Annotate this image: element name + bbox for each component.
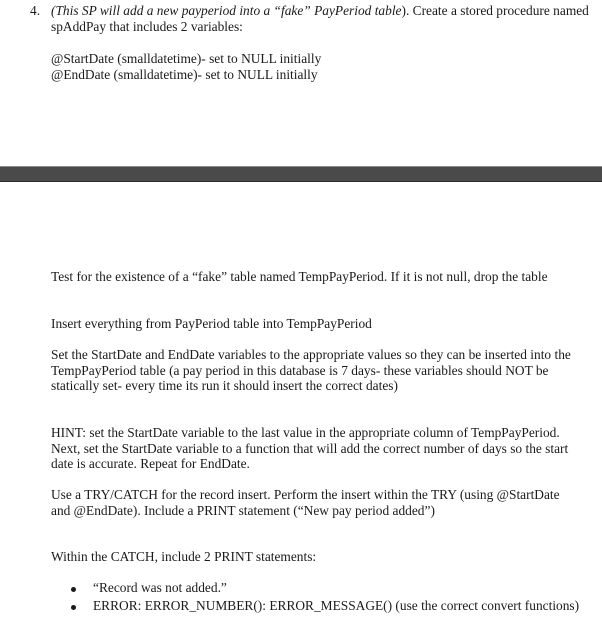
question-intro (51, 3, 591, 34)
catch-print-list (51, 580, 581, 615)
question-intro-rest: ). Create a stored procedure named spAddPay that includes 2 variables: (51, 3, 589, 34)
variable-enddate: @EndDate (smalldatetime)- set to NULL initially (51, 67, 318, 82)
bullet-icon (51, 598, 93, 614)
step-set-variables: Set the StartDate and EndDate variables to the appropriate values so they can be inserted into the TempPayPeriod table (a pay period in this database is 7 days- these variables should NOT be statically set- every time its run it should insert the correct dates) (51, 347, 571, 394)
question-intro-italic: (This SP will add a new payperiod into a “fake” PayPeriod table (51, 3, 402, 18)
list-item (51, 598, 581, 614)
step-hint: HINT: set the StartDate variable to the last value in the appropriate column of TempPayPeriod. Next, set the StartDate variable to a function that will add the correct number of days so the start date is accurate. Repeat for EndDate. (51, 425, 569, 472)
step-catch-prints: Within the CATCH, include 2 PRINT statements: (51, 549, 317, 564)
page-divider (0, 166, 602, 182)
step-insert: Insert everything from PayPeriod table into TempPayPeriod (51, 316, 372, 331)
question-number: 4. (30, 3, 41, 18)
list-item (51, 580, 581, 596)
step-try-catch: Use a TRY/CATCH for the record insert. Perform the insert within the TRY (using @StartDate and @EndDate). Include a PRINT statement (“New pay period added”) (51, 487, 560, 518)
bullet-text: ERROR: ERROR_NUMBER(): ERROR_MESSAGE() (use the correct convert functions) (93, 597, 580, 613)
bullet-icon (51, 580, 93, 596)
step-drop-table: Test for the existence of a “fake” table named TempPayPeriod. If it is not null, drop the table (51, 269, 548, 284)
bullet-text: “Record was not added.” (93, 580, 227, 595)
variable-startdate: @StartDate (smalldatetime)- set to NULL initially (51, 51, 322, 66)
